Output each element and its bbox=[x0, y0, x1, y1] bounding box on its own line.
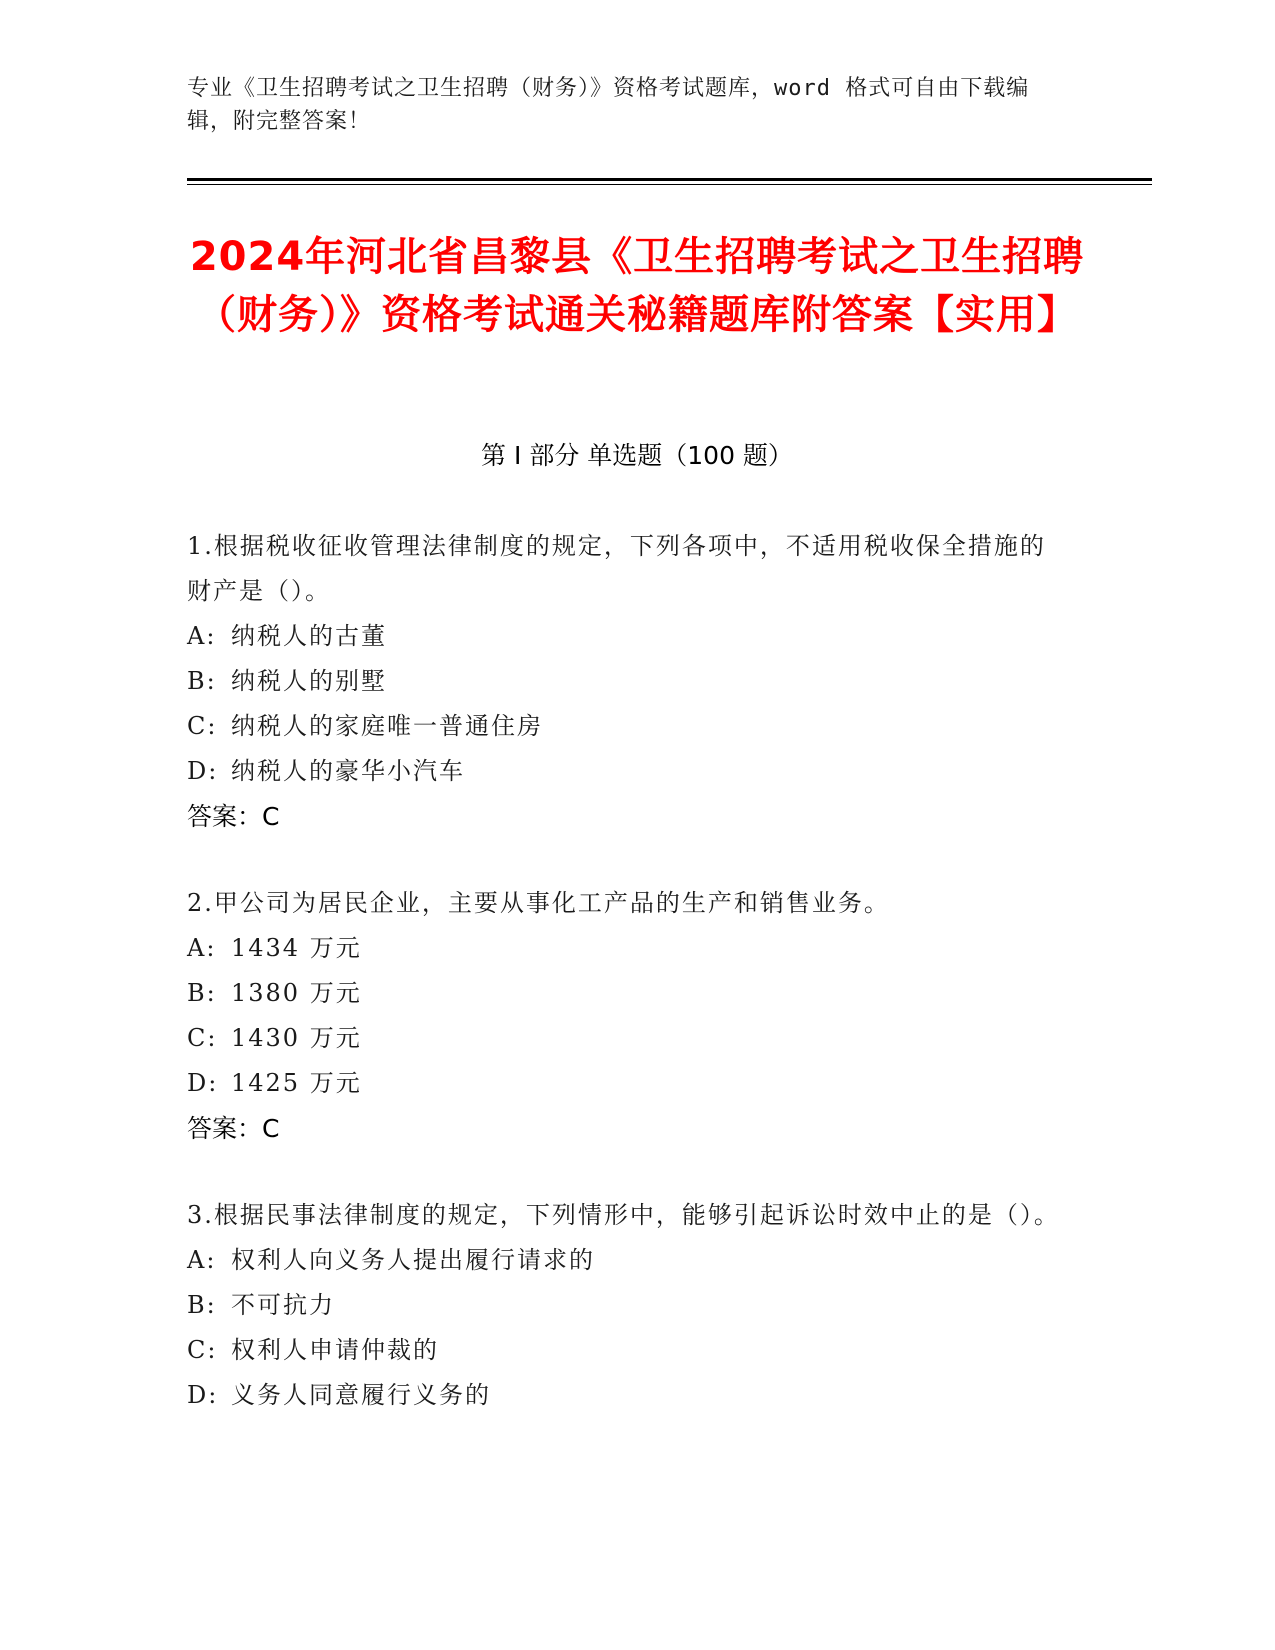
option-c bbox=[187, 704, 1067, 749]
option-letter: A: bbox=[187, 934, 217, 962]
option-letter: A: bbox=[187, 622, 217, 650]
section-heading: 第 I 部分 单选题（100 题） bbox=[481, 441, 793, 470]
option-text: 纳税人的家庭唯一普通住房 bbox=[231, 712, 543, 740]
question-3 bbox=[187, 1193, 1067, 1418]
answer-line: 答案：C bbox=[187, 1114, 280, 1143]
option-letter: D: bbox=[187, 1381, 219, 1409]
header-note: 专业《卫生招聘考试之卫生招聘（财务）》资格考试题库，word 格式可自由下载编辑，附完整答案！ bbox=[187, 76, 1030, 134]
option-letter: B: bbox=[187, 979, 217, 1007]
option-letter: B: bbox=[187, 1291, 217, 1319]
option-text: 1380 万元 bbox=[231, 979, 362, 1007]
option-letter: C: bbox=[187, 1336, 218, 1364]
answer-line: 答案：C bbox=[187, 802, 280, 831]
header-divider-thin bbox=[187, 184, 1152, 185]
option-letter: C: bbox=[187, 1024, 218, 1052]
option-text: 义务人同意履行义务的 bbox=[231, 1381, 491, 1409]
option-letter: C: bbox=[187, 712, 218, 740]
option-text: 权利人申请仲裁的 bbox=[231, 1336, 439, 1364]
option-b bbox=[187, 1283, 1067, 1328]
option-letter: D: bbox=[187, 1069, 219, 1097]
option-b bbox=[187, 659, 1067, 704]
option-text: 纳税人的古董 bbox=[231, 622, 387, 650]
option-a bbox=[187, 1238, 1067, 1283]
question-text: 2.甲公司为居民企业，主要从事化工产品的生产和销售业务。 bbox=[187, 889, 890, 917]
option-c bbox=[187, 1016, 1067, 1061]
option-a bbox=[187, 926, 1067, 971]
option-text: 1430 万元 bbox=[231, 1024, 362, 1052]
option-b bbox=[187, 971, 1067, 1016]
option-c bbox=[187, 1328, 1067, 1373]
question-2 bbox=[187, 881, 1067, 1152]
question-list bbox=[187, 524, 1067, 1459]
option-text: 1434 万元 bbox=[231, 934, 362, 962]
option-letter: A: bbox=[187, 1246, 217, 1274]
document-title: 2024年河北省昌黎县《卫生招聘考试之卫生招聘（财务）》资格考试通关秘籍题库附答案【实用】 bbox=[189, 234, 1085, 338]
question-text: 3.根据民事法律制度的规定，下列情形中，能够引起诉讼时效中止的是（）。 bbox=[187, 1201, 1060, 1229]
option-d bbox=[187, 1373, 1067, 1418]
option-d bbox=[187, 1061, 1067, 1106]
option-text: 纳税人的豪华小汽车 bbox=[231, 757, 465, 785]
question-1 bbox=[187, 524, 1067, 840]
option-letter: D: bbox=[187, 757, 219, 785]
option-letter: B: bbox=[187, 667, 217, 695]
question-text: 1.根据税收征收管理法律制度的规定，下列各项中，不适用税收保全措施的财产是（）。 bbox=[187, 532, 1046, 605]
option-text: 纳税人的别墅 bbox=[231, 667, 387, 695]
option-text: 1425 万元 bbox=[231, 1069, 362, 1097]
option-a bbox=[187, 614, 1067, 659]
option-text: 权利人向义务人提出履行请求的 bbox=[231, 1246, 595, 1274]
option-d bbox=[187, 749, 1067, 794]
header-divider-thick bbox=[187, 178, 1152, 181]
option-text: 不可抗力 bbox=[231, 1291, 335, 1319]
